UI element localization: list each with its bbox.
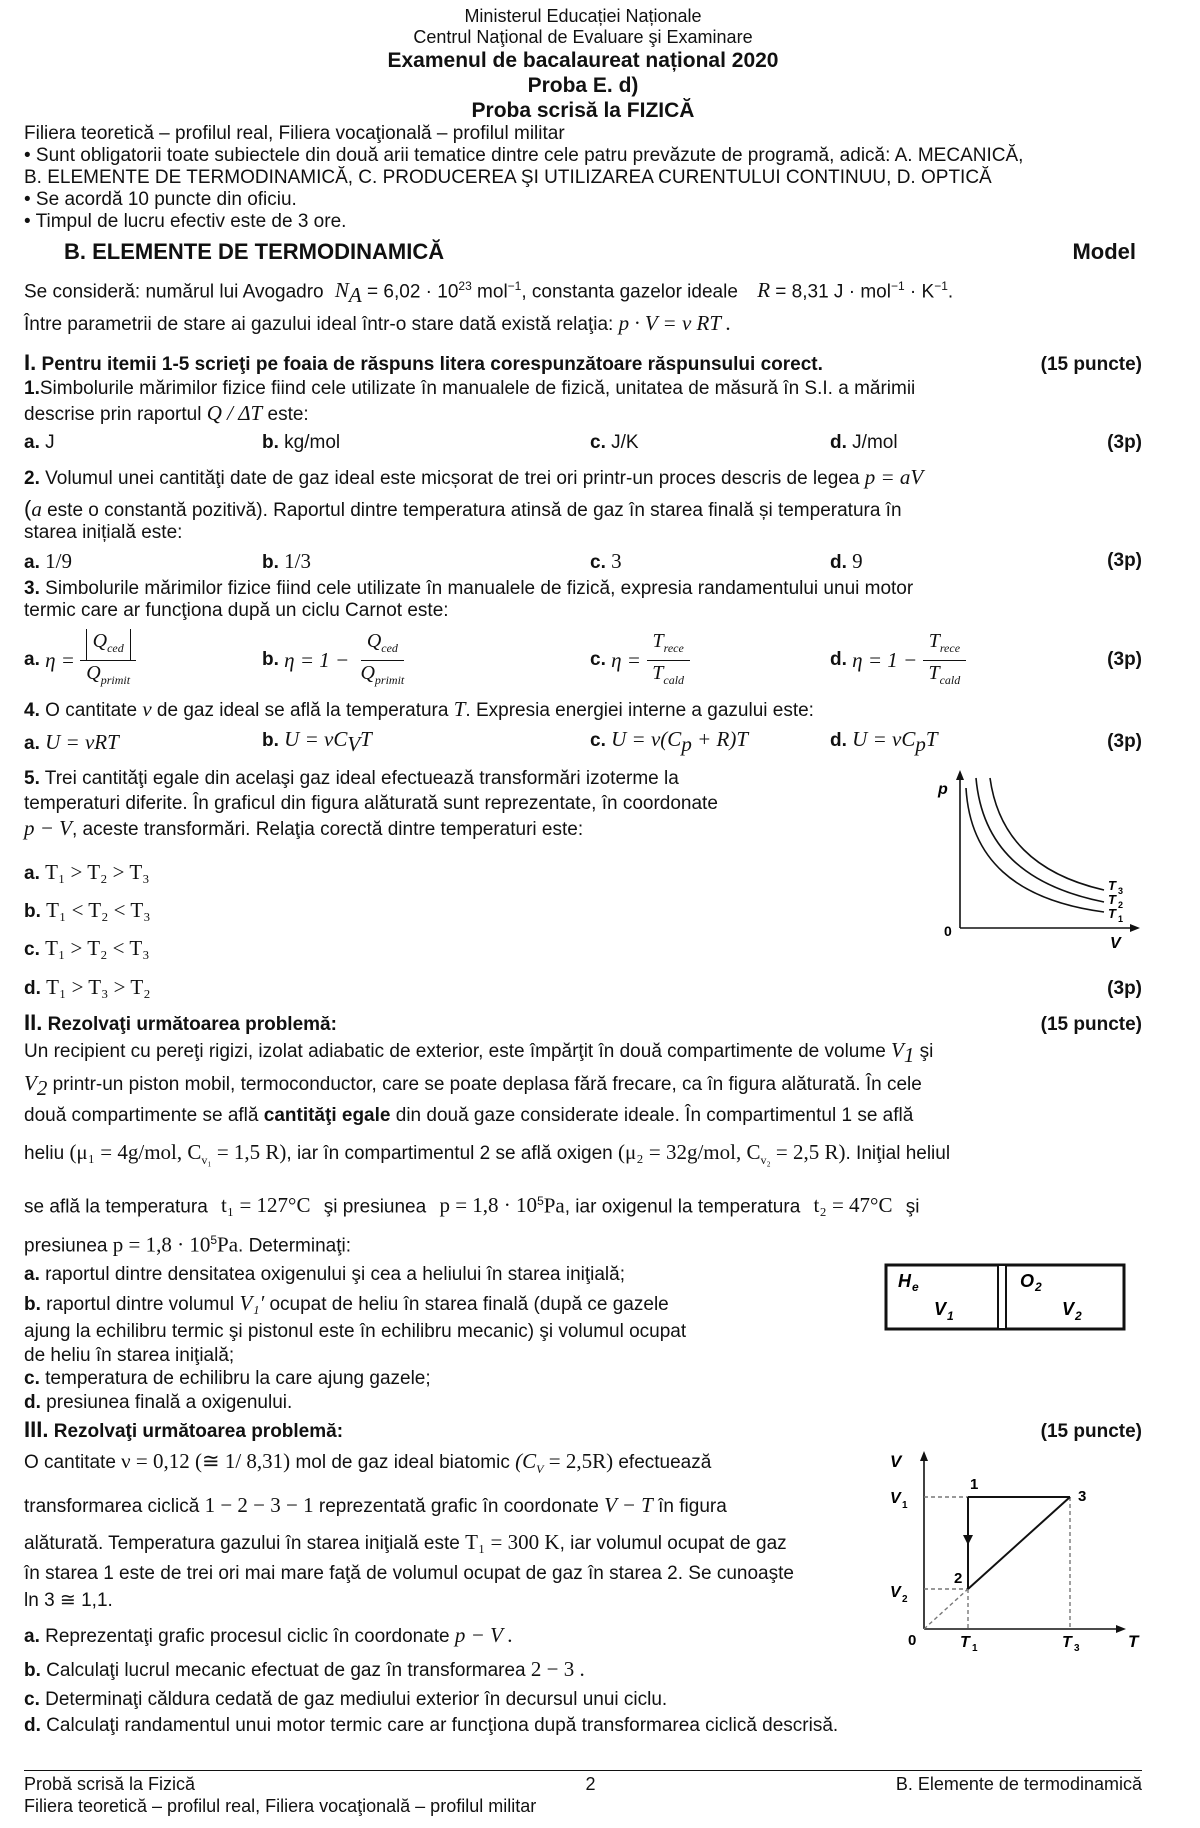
p2-req-b3: de heliu în starea iniţială; xyxy=(24,1344,235,1366)
p2-req-b: b. raportul dintre volumul V₁′ ocupat de heliu în starea finală (după ce gazele xyxy=(24,1290,669,1315)
q2-text: 2. Volumul unei cantităţi date de gaz ideal este micșorat de trei ori printr-un proces descris de legea p = aV xyxy=(24,465,924,490)
q3-points: (3p) xyxy=(1107,649,1142,671)
q4-text: 4. O cantitate ν de gaz ideal se află la temperatura T. Expresia energiei interne a gazului este: xyxy=(24,697,814,722)
p2-line-2: $V_2$ printr-un piston mobil, termoconductor, care se poate deplasa fără frecare, ca în figura alăturată. În cele xyxy=(24,1070,922,1100)
q2-text-3: starea inițială este: xyxy=(24,522,183,544)
p3-block xyxy=(24,1443,1142,1687)
svg-text:3: 3 xyxy=(1118,886,1124,897)
svg-text:H: H xyxy=(898,1270,911,1291)
svg-text:T: T xyxy=(1062,1633,1072,1651)
isotherm-t1 xyxy=(966,788,1104,912)
footer-left: Probă scrisă la Fizică xyxy=(24,1774,196,1794)
svg-text:2: 2 xyxy=(1075,1308,1082,1323)
p3-req-c: c. Determinaţi căldura cedată de gaz mediului exterior în decursul unui ciclu. xyxy=(24,1688,668,1710)
p3-req-a: a. Reprezentaţi grafic procesul ciclic în coordonate p − V . xyxy=(24,1622,514,1647)
q2-text-2: (a este o constantă pozitivă). Raportul dintre temperatura atinsă de gaz în starea finală și temperatura în xyxy=(24,496,902,522)
q5-points: (3p) xyxy=(1107,978,1142,1000)
svg-text:V: V xyxy=(890,1489,901,1507)
section-header xyxy=(24,239,1142,265)
part2-header: II. Rezolvaţi următoarea problemă: (15 puncte) xyxy=(24,1010,1142,1036)
q2-points: (3p) xyxy=(1107,550,1142,572)
p2-req-a: a. raportul dintre densitatea oxigenului şi cea a heliului în starea iniţială; xyxy=(24,1263,625,1285)
p2-line-4: heliu (μ₁ = 4g/mol, $C_{v_1} = 1,5$ R), iar în compartimentul 2 se află oxigen (μ₂ = 32g/mol, $C_{v_2} = 2,5$ R). Iniţial heliul xyxy=(24,1139,951,1167)
q2-option-b: 1/3 xyxy=(284,548,312,573)
svg-text:1: 1 xyxy=(947,1308,954,1323)
svg-text:O: O xyxy=(1020,1270,1035,1291)
svg-text:1: 1 xyxy=(970,1475,979,1493)
q1-options: a. J b. kg/mol c. J/K d. J/mol (3p) xyxy=(24,432,1142,454)
q2-option-a: 1/9 xyxy=(45,548,72,573)
p3-line-1: O cantitate ν = 0,12 (≅ 1/ 8,31) mol de gaz ideal biatomic $(C_V = 2,5R)$ efectuează xyxy=(24,1448,712,1476)
q3-option-a: a. η = $\frac{Q_{ced}}{Q_{primit}}$ xyxy=(24,629,262,692)
q4-option-b: b. $U = \nu C_VT$ xyxy=(262,727,372,757)
p2-requirements xyxy=(24,1261,1142,1415)
q3-option-c: c. η = $\frac{T_{rece}}{T_{cald}}$ xyxy=(590,629,830,692)
p2-line-5: se află la temperatura t₁ = 127°C şi presiunea $p = 1,8 \cdot 10^5Pa$, iar oxigenul la temperatura t₂ = 47°C şi xyxy=(24,1193,920,1218)
q5-text-3: p − V, aceste transformări. Relaţia corectă dintre temperaturi este: xyxy=(24,816,584,841)
q5-block xyxy=(24,766,1142,980)
svg-text:0: 0 xyxy=(944,923,952,940)
svg-text:V: V xyxy=(1110,935,1121,953)
svg-text:1: 1 xyxy=(1118,914,1124,925)
footer-page-number: 2 xyxy=(585,1774,596,1794)
q1-option-c: J/K xyxy=(611,432,639,454)
svg-text:1: 1 xyxy=(902,1499,908,1511)
q3-option-d: d. η = 1 − $\frac{T_{rece}}{T_{cald}}$ xyxy=(830,629,1070,692)
p3-req-d: d. Calculaţi randamentul unui motor termic care ar funcţiona după transformarea ciclică descrisă. xyxy=(24,1714,839,1736)
svg-text:V: V xyxy=(890,1583,901,1601)
q4-points: (3p) xyxy=(1107,731,1142,753)
exam-page xyxy=(24,6,1142,1739)
p2-line-6: presiunea $p = 1,8 \cdot 10^5Pa$. Determinaţi: xyxy=(24,1232,351,1257)
filiera-line: Filiera teoretică – profilul real, Filiera vocaţională – profilul militar xyxy=(24,123,565,144)
ministry-name: Ministerul Educației Naționale xyxy=(464,6,702,26)
q2-options: a. 1/9 b. 1/3 c. 3 d. 9 (3p) xyxy=(24,548,1142,573)
svg-text:2: 2 xyxy=(1118,900,1124,911)
q4-option-d: d. $U = \nu C_pT$ xyxy=(830,727,938,757)
q4-option-a: a. U = νRT xyxy=(24,729,119,754)
p2-line-1: Un recipient cu pereţi rigizi, izolat adiabatic de exterior, este împărţit în două compartimente de volume $V_1$ şi xyxy=(24,1038,934,1067)
svg-text:T: T xyxy=(1108,878,1116,894)
q1-text-2: descrise prin raportul Q / ΔT este: xyxy=(24,401,309,426)
q5-text-2: temperaturi diferite. În graficul din figura alăturată sunt reprezentate, în coordonate xyxy=(24,793,718,815)
svg-text:p: p xyxy=(938,781,948,799)
p2-req-d: d. presiunea finală a oxigenului. xyxy=(24,1391,293,1413)
isotherm-t3 xyxy=(990,778,1104,890)
q1-option-b: kg/mol xyxy=(284,432,341,454)
instruction-bullet-2: • Se acordă 10 puncte din oficiu. xyxy=(24,189,297,210)
svg-text:T: T xyxy=(960,1633,970,1651)
q3-options xyxy=(24,626,1142,694)
instruction-bullet-3: • Timpul de lucru efectiv este de 3 ore. xyxy=(24,211,347,232)
segment-2-3 xyxy=(968,1497,1070,1589)
exam-subject: Proba scrisă la FIZICĂ xyxy=(471,99,695,122)
footer-right: B. Elemente de termodinamică xyxy=(895,1774,1142,1794)
q2-option-c: 3 xyxy=(611,548,622,573)
footer-filiera: Filiera teoretică – profilul real, Filiera vocaţională – profilul militar xyxy=(24,1796,537,1816)
svg-text:T: T xyxy=(1128,1631,1139,1651)
q1-option-a: J xyxy=(45,432,55,454)
q3-text: 3. Simbolurile mărimilor fizice fiind cele utilizate în manualele de fizică, expresia randamentului unui motor xyxy=(24,578,914,600)
p2-req-b2: ajung la echilibru termic şi pistonul este în echilibru mecanic) şi volumul ocupat xyxy=(24,1320,687,1342)
part1-header: I. Pentru itemii 1-5 scrieţi pe foaia de răspuns litera corespunzătoare răspunsului corect. (15 puncte) xyxy=(24,350,1142,376)
p3-req-b: b. Calculaţi lucrul mecanic efectuat de gaz în transformarea 2 − 3 . xyxy=(24,1656,585,1681)
svg-text:V: V xyxy=(1062,1298,1075,1319)
page-footer xyxy=(24,1770,1142,1817)
q2-option-d: 9 xyxy=(852,548,863,573)
q1-option-d: J/mol xyxy=(852,432,898,454)
p3-line-3: alăturată. Temperatura gazului în starea iniţială este T₁ = 300 K, iar volumul ocupat de gaz xyxy=(24,1529,787,1554)
q4-options xyxy=(24,722,1142,762)
section-model: Model xyxy=(1072,239,1136,264)
svg-text:T: T xyxy=(1108,892,1116,908)
part3-header: III. Rezolvaţi următoarea problemă: (15 puncte) xyxy=(24,1416,1142,1442)
q4-option-c: c. $U = \nu(C_p + R)T$ xyxy=(590,727,749,757)
svg-text:2: 2 xyxy=(954,1569,963,1587)
ideal-gas-relation: Între parametrii de stare ai gazului ideal într-o stare dată există relaţia: p · V = ν RT . xyxy=(24,311,732,336)
q5-option-a: a. T₁ > T₂ > T₃ xyxy=(24,860,150,885)
q3-option-b: b. η = 1 − $\frac{Q_{ced}}{Q_{primit}}$ xyxy=(262,629,405,687)
svg-text:3: 3 xyxy=(1074,1642,1080,1651)
isotherm-t2 xyxy=(976,778,1104,902)
isotherms-figure xyxy=(924,766,1144,956)
svg-text:e: e xyxy=(912,1279,919,1294)
q5-option-b: b. T₁ < T₂ < T₃ xyxy=(24,898,151,923)
instruction-bullet-1: • Sunt obligatorii toate subiectele din două arii tematice dintre cele patru prevăzute de programă, adică: A. MECANICĂ, xyxy=(24,145,1024,166)
svg-text:1: 1 xyxy=(972,1642,978,1651)
q1-points: (3p) xyxy=(1107,432,1142,454)
svg-text:0: 0 xyxy=(908,1631,917,1649)
section-title: B. ELEMENTE DE TERMODINAMICĂ xyxy=(64,239,445,264)
center-name: Centrul Naţional de Evaluare şi Examinare xyxy=(413,27,753,47)
exam-proba: Proba E. d) xyxy=(527,74,639,97)
svg-text:2: 2 xyxy=(902,1593,908,1605)
svg-text:T: T xyxy=(1108,906,1116,922)
p3-line-2: transformarea ciclică 1 − 2 − 3 − 1 reprezentată grafic în coordonate V − T în figura xyxy=(24,1492,727,1517)
p2-req-c: c. temperatura de echilibru la care ajung gazele; xyxy=(24,1367,431,1389)
container-figure xyxy=(884,1263,1128,1333)
vt-cycle-figure xyxy=(884,1441,1144,1651)
p3-line-4: în starea 1 este de trei ori mai mare faţă de volumul ocupat de gaz în starea 2. Se cunoaşte xyxy=(24,1562,794,1584)
exam-title: Examenul de bacalaureat național 2020 xyxy=(387,49,779,72)
svg-text:V: V xyxy=(890,1451,902,1471)
q1-text: 1.Simbolurile mărimilor fizice fiind cele utilizate în manualele de fizică, unitatea de măsură în S.I. a mărimii xyxy=(24,378,916,400)
instruction-bullet-1b: B. ELEMENTE DE TERMODINAMICĂ, C. PRODUCEREA ŞI UTILIZAREA CURENTULUI CONTINUU, D. OPTICĂ xyxy=(24,167,992,188)
q5-text-1: 5. Trei cantităţi egale din acelaşi gaz ideal efectuează transformări izoterme la xyxy=(24,768,679,790)
svg-text:3: 3 xyxy=(1078,1487,1087,1505)
q5-option-d: d. T₁ > T₃ > T₂ xyxy=(24,975,151,1000)
q5-option-c: c. T₁ > T₂ < T₃ xyxy=(24,936,150,961)
p3-line-5: ln 3 ≅ 1,1. xyxy=(24,1589,113,1611)
q3-text-2: termic care ar funcţiona după un ciclu Carnot este: xyxy=(24,600,449,622)
svg-text:2: 2 xyxy=(1035,1279,1042,1294)
piston xyxy=(998,1265,1006,1329)
svg-text:V: V xyxy=(934,1298,947,1319)
constants-line: Se consideră: numărul lui Avogadro $N_A = 6,02 \cdot 10^{23}$ mol$^{-1}$, constanta gazelor ideale R = 8,31 $J \cdot mol^{-1} \cdot K^{-1}$. xyxy=(24,278,954,308)
p2-line-3: două compartimente se află cantităţi egale din două gaze considerate ideale. În compartimentul 1 se află xyxy=(24,1104,914,1126)
